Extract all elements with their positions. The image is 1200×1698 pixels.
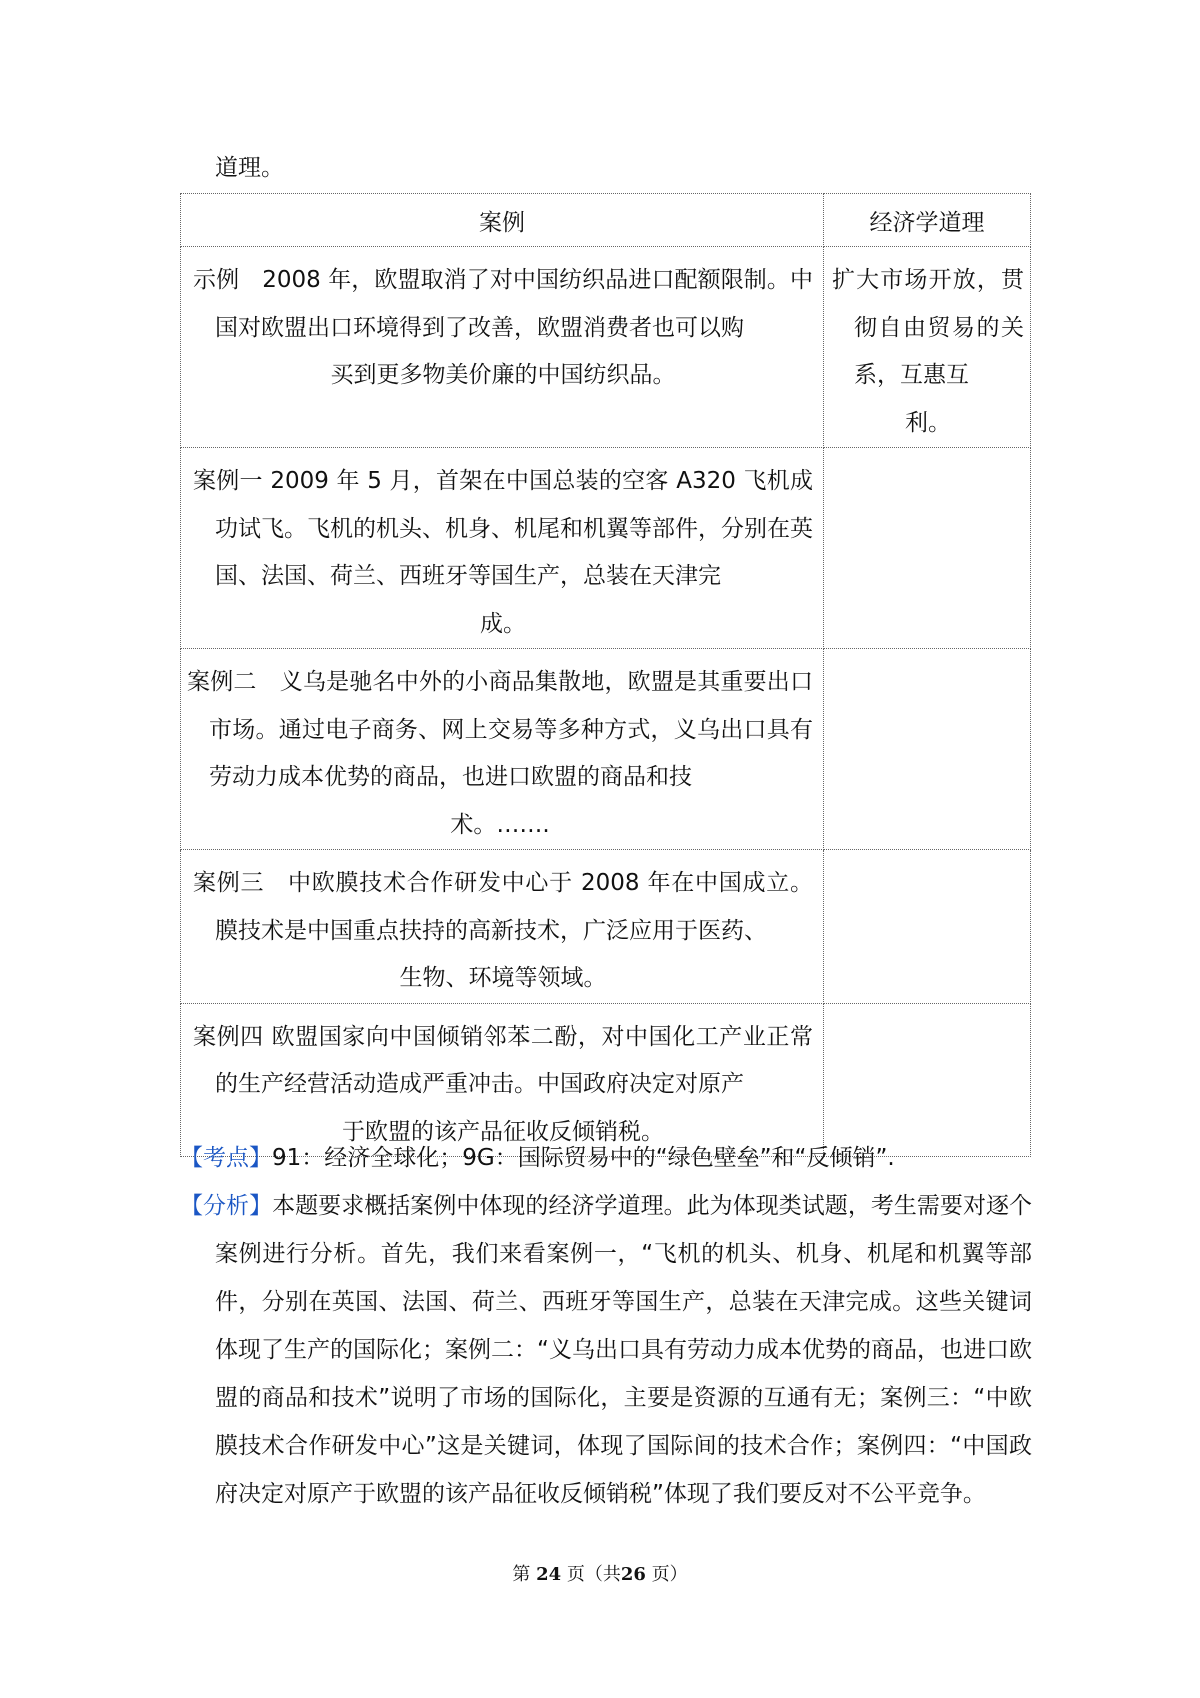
footer-suffix: 页） — [651, 1564, 688, 1585]
fenxi-text: 本题要求概括案例中体现的经济学道理。此为体现类试题，考生需要对逐个案例进行分析。首先，我们来看案例一，“飞机的机头、机身、机尾和机翼等部件，分别在英国、法国、荷兰、西班牙等国生产，总装在天津完成。这些关键词体现了生产的国际化；案例二：“义乌出口具有劳动力成本优势的商品，也进口欧盟的商品和技术”说明了市场的国际化，主要是资源的互通有无；案例三：“中欧膜技术合作研发中心”这是关键词，体现了国际间的技术合作；案例四：“中国政府决定对原产于欧盟的该产品征收反倾销税”体现了我们要反对不公平竞争。 — [215, 1193, 1033, 1507]
table-row — [181, 448, 1031, 649]
intro-text: 道理。 — [215, 155, 284, 181]
table-row — [181, 649, 1031, 850]
table-header-row — [181, 194, 1031, 247]
footer-middle: 页（共 — [566, 1564, 621, 1585]
case-text: 案例四 欧盟国家向中国倾销邻苯二酚，对中国化工产业正常的生产经营活动造成严重冲击。中国政府决定对原产 — [193, 1023, 813, 1097]
case-table — [180, 193, 1031, 1157]
footer-prefix: 第 — [512, 1564, 531, 1585]
case-text-last: 买到更多物美价廉的中国纺织品。 — [330, 362, 676, 388]
case-cell — [181, 247, 824, 448]
case-text: 案例一 2009 年 5 月，首架在中国总装的空客 A320 飞机成功试飞。飞机的机头、机身、机尾和机翼等部件，分别在英国、法国、荷兰、西班牙等国生产，总装在天津完 — [193, 468, 813, 589]
econ-text: 扩大市场开放，贯彻自由贸易的关系，互惠互 — [832, 267, 1024, 388]
table-row — [181, 247, 1031, 448]
econ-cell — [824, 850, 1031, 1004]
case-text: 示例 2008 年，欧盟取消了对中国纺织品进口配额限制。中国对欧盟出口环境得到了改善，欧盟消费者也可以购 — [193, 267, 813, 341]
case-cell — [181, 649, 824, 850]
kaodian-text: 91：经济全球化；9G：国际贸易中的“绿色壁垒”和“反倾销”. — [272, 1145, 895, 1171]
case-cell — [181, 850, 824, 1004]
fenxi-section — [180, 1182, 1032, 1518]
case-text-last: 成。 — [480, 610, 526, 637]
page-footer — [0, 1560, 1200, 1586]
case-text-last: 术。……. — [450, 811, 550, 838]
case-text: 案例二 义乌是驰名中外的小商品集散地，欧盟是其重要出口市场。通过电子商务、网上交易等多种方式，义乌出口具有劳动力成本优势的商品，也进口欧盟的商品和技 — [187, 669, 813, 790]
fenxi-tag: 【分析】 — [180, 1193, 273, 1219]
header-econ: 经济学道理 — [824, 194, 1031, 247]
kaodian-tag: 【考点】 — [180, 1145, 272, 1171]
footer-page-number: 24 — [536, 1564, 562, 1585]
econ-cell — [824, 448, 1031, 649]
footer-total-pages: 26 — [620, 1564, 646, 1585]
econ-text-last: 利。 — [905, 409, 951, 436]
case-text-last: 生物、环境等领域。 — [399, 965, 607, 991]
kaodian-section — [180, 1134, 1032, 1182]
case-text: 案例三 中欧膜技术合作研发中心于 2008 年在中国成立。膜技术是中国重点扶持的高新技术，广泛应用于医药、 — [193, 870, 813, 944]
header-case: 案例 — [181, 194, 824, 247]
case-text-last: 于欧盟的该产品征收反倾销税。 — [342, 1118, 664, 1145]
econ-cell — [824, 247, 1031, 448]
case-cell — [181, 448, 824, 649]
econ-cell — [824, 649, 1031, 850]
table-row — [181, 850, 1031, 1004]
